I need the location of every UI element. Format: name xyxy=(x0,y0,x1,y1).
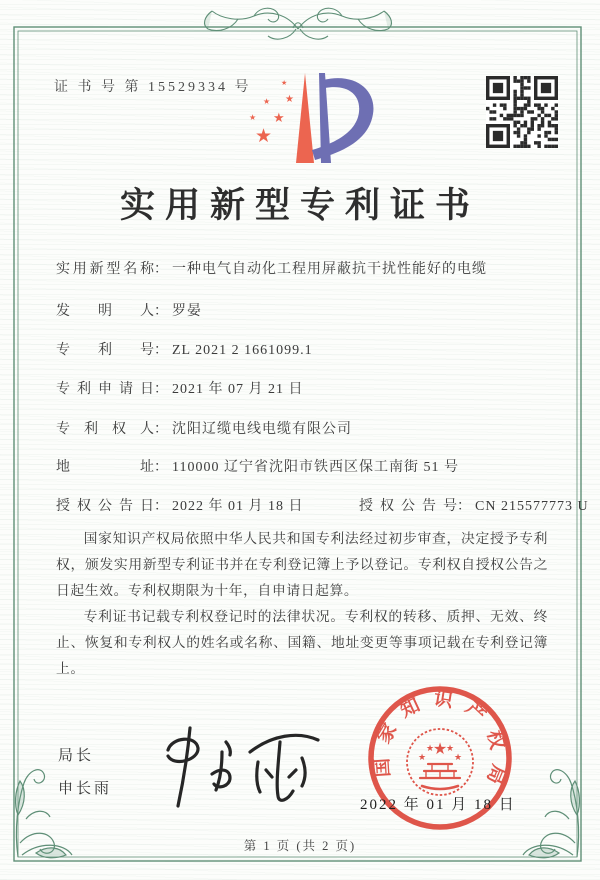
seal-date: 2022 年 01 月 18 日 xyxy=(360,797,516,813)
grant-no-group: 授权公告号： CN 215577773 U xyxy=(359,499,589,514)
seal-ring-text: 国家知识产权局 xyxy=(371,688,510,799)
field-label: 实用新型名称 xyxy=(56,262,154,277)
page-number: 第 1 页 (共 2 页) xyxy=(243,839,357,853)
field-value: 2021 年 07 月 21 日 xyxy=(172,382,304,397)
svg-text:★: ★ xyxy=(281,79,288,87)
seal-national-emblem xyxy=(407,729,473,795)
cnipa-logo-icon xyxy=(243,70,383,170)
field-value: 沈阳辽缆电线电缆有限公司 xyxy=(172,422,352,437)
svg-text:★: ★ xyxy=(445,744,455,754)
field-label: 专利号 xyxy=(56,343,154,358)
logo-stars xyxy=(249,79,294,147)
logo-spire xyxy=(296,73,314,163)
svg-text:★: ★ xyxy=(285,94,294,105)
legal-paragraph-1: 国家知识产权局依照中华人民共和国专利法经过初步审查，决定授予专利权，颁发实用新型专利证书并在专利登记簿上予以登记。专利权自授权公告之日起生效。专利权期限为十年，自申请日起算。 xyxy=(56,531,548,598)
svg-text:★: ★ xyxy=(263,97,271,106)
top-center-ornament xyxy=(205,8,392,39)
handwritten-signature xyxy=(138,722,338,817)
svg-text:★: ★ xyxy=(273,111,285,126)
field-row-address: 地址： 110000 辽宁省沈阳市铁西区保工南街 51 号 xyxy=(56,456,459,476)
svg-text:★: ★ xyxy=(453,753,463,763)
field-value: ZL 2021 2 1661099.1 xyxy=(172,343,313,358)
field-label: 地址 xyxy=(56,460,154,475)
commissioner-name: 申长雨 xyxy=(58,781,113,797)
qr-code xyxy=(486,76,558,148)
certificate-title: 实用新型专利证书 xyxy=(119,186,480,225)
field-row-patentee: 专利权人： 沈阳辽缆电线电缆有限公司 xyxy=(56,418,352,438)
legal-paragraph-2: 专利证书记载专利权登记时的法律状况。专利权的转移、质押、无效、终止、恢复和专利权人的姓名或名称、国籍、地址变更等事项记载在专利登记簿上。 xyxy=(56,608,548,676)
field-label: 授权公告日 xyxy=(56,499,154,514)
field-row-filing-date: 专利申请日： 2021 年 07 月 21 日 xyxy=(56,378,304,398)
field-row-grant: 授权公告日： 2022 年 01 月 18 日 授权公告号： CN 215577773 U xyxy=(56,495,589,515)
field-label: 授权公告号 xyxy=(359,499,457,514)
field-label: 发明人 xyxy=(56,304,154,319)
commissioner-title: 局长 xyxy=(58,748,95,764)
certificate-number: 证 书 号 第 15529334 号 xyxy=(54,80,252,95)
svg-text:★: ★ xyxy=(432,739,448,758)
field-label: 专利申请日 xyxy=(56,382,154,397)
field-row-inventor: 发明人： 罗晏 xyxy=(56,300,202,320)
grant-date-value: 2022 年 01 月 18 日 xyxy=(172,499,304,514)
field-row-name: 实用新型名称： 一种电气自动化工程用屏蔽抗干扰性能好的电缆 xyxy=(56,258,487,278)
svg-text:★: ★ xyxy=(249,113,257,122)
field-value: 罗晏 xyxy=(172,304,202,319)
field-row-patent-no: 专利号： ZL 2021 2 1661099.1 xyxy=(56,339,313,359)
grant-no-value: CN 215577773 U xyxy=(475,499,589,514)
field-value: 一种电气自动化工程用屏蔽抗干扰性能好的电缆 xyxy=(172,262,487,277)
field-value: 110000 辽宁省沈阳市铁西区保工南街 51 号 xyxy=(172,460,459,475)
svg-text:★: ★ xyxy=(425,744,435,754)
cnipa-red-seal xyxy=(352,670,528,846)
legal-text-block xyxy=(56,526,548,682)
svg-text:★: ★ xyxy=(417,753,427,763)
field-label: 专利权人 xyxy=(56,422,154,437)
svg-text:★: ★ xyxy=(255,125,273,147)
